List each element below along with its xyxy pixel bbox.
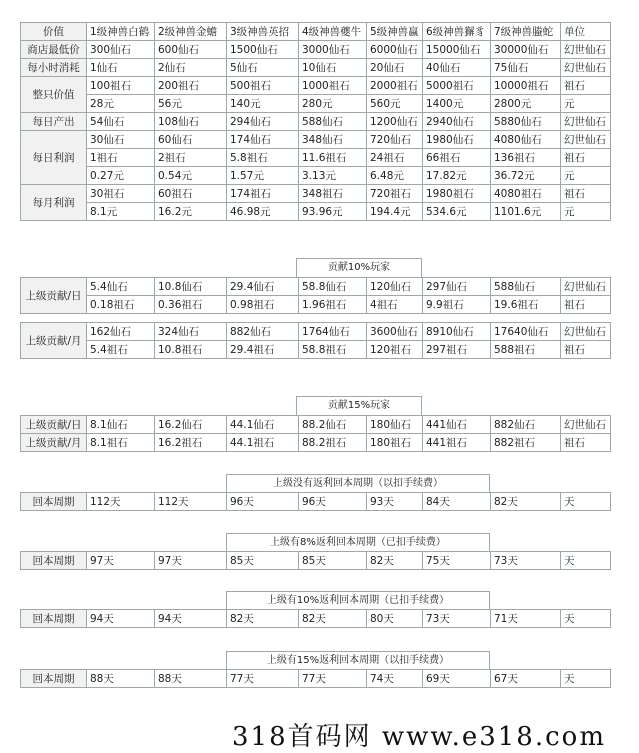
table-row <box>21 185 611 203</box>
table-row <box>21 670 611 688</box>
row-label: 上级贡献/月 <box>21 323 87 359</box>
table-cell: 28元 <box>87 95 155 113</box>
table-cell: 297祖石 <box>423 341 491 359</box>
table-cell: 30仙石 <box>87 131 155 149</box>
table-cell: 324仙石 <box>155 323 227 341</box>
table-cell: 58.8仙石 <box>299 278 367 296</box>
table-cell: 348祖石 <box>299 185 367 203</box>
table-cell: 112天 <box>155 493 227 511</box>
table-cell: 1400元 <box>423 95 491 113</box>
table-cell: 69天 <box>423 670 491 688</box>
column-header: 单位 <box>561 23 611 41</box>
table-row <box>21 552 611 570</box>
table-cell: 82天 <box>491 493 561 511</box>
row-label: 价值 <box>21 23 87 41</box>
table-cell: 16.2祖石 <box>155 434 227 452</box>
table-cell: 2祖石 <box>155 149 227 167</box>
table-cell: 882仙石 <box>491 416 561 434</box>
table-cell: 82天 <box>227 610 299 628</box>
table-row <box>21 131 611 149</box>
table-cell: 0.98祖石 <box>227 296 299 314</box>
table-cell: 93天 <box>367 493 423 511</box>
table-cell: 29.4仙石 <box>227 278 299 296</box>
table-cell: 500祖石 <box>227 77 299 95</box>
table-cell: 720祖石 <box>367 185 423 203</box>
table-cell: 96天 <box>299 493 367 511</box>
table-cell: 11.6祖石 <box>299 149 367 167</box>
table-cell: 112天 <box>87 493 155 511</box>
table-cell: 0.27元 <box>87 167 155 185</box>
table-cell: 5.4仙石 <box>87 278 155 296</box>
table-cell: 0.36祖石 <box>155 296 227 314</box>
table-cell: 96天 <box>227 493 299 511</box>
table-cell: 348仙石 <box>299 131 367 149</box>
table-cell: 588祖石 <box>491 341 561 359</box>
table-cell: 24祖石 <box>367 149 423 167</box>
table-row <box>21 278 611 296</box>
table-cell: 天 <box>561 610 611 628</box>
table-cell: 3.13元 <box>299 167 367 185</box>
table-cell: 3600仙石 <box>367 323 423 341</box>
table-cell: 280元 <box>299 95 367 113</box>
table-cell: 88天 <box>155 670 227 688</box>
table-cell: 19.6祖石 <box>491 296 561 314</box>
table-cell: 1仙石 <box>87 59 155 77</box>
header-row <box>21 23 611 41</box>
table-cell: 8.1元 <box>87 203 155 221</box>
table-row <box>21 416 611 434</box>
table-cell: 0.18祖石 <box>87 296 155 314</box>
column-header: 2级神兽金蟾 <box>155 23 227 41</box>
table-row <box>21 434 611 452</box>
table-cell: 30祖石 <box>87 185 155 203</box>
table-cell: 幻世仙石 <box>561 416 611 434</box>
table-cell: 2000祖石 <box>367 77 423 95</box>
table-cell: 祖石 <box>561 185 611 203</box>
table-cell: 80天 <box>367 610 423 628</box>
table-cell: 1764仙石 <box>299 323 367 341</box>
table-cell: 祖石 <box>561 341 611 359</box>
table-row <box>21 203 611 221</box>
table-cell: 82天 <box>299 610 367 628</box>
table-cell: 10000祖石 <box>491 77 561 95</box>
table-cell: 71天 <box>491 610 561 628</box>
table-cell: 1500仙石 <box>227 41 299 59</box>
table-cell: 祖石 <box>561 434 611 452</box>
table-cell: 534.6元 <box>423 203 491 221</box>
table-cell: 4080仙石 <box>491 131 561 149</box>
table-cell: 60仙石 <box>155 131 227 149</box>
table-cell: 882仙石 <box>227 323 299 341</box>
table-row <box>21 149 611 167</box>
column-header: 7级神兽螣蛇 <box>491 23 561 41</box>
table-cell: 194.4元 <box>367 203 423 221</box>
row-label: 上级贡献/日 <box>21 278 87 314</box>
table-cell: 882祖石 <box>491 434 561 452</box>
table-cell: 85天 <box>299 552 367 570</box>
table-cell: 46.98元 <box>227 203 299 221</box>
row-label: 商店最低价 <box>21 41 87 59</box>
table-cell: 180仙石 <box>367 416 423 434</box>
table-cell: 75天 <box>423 552 491 570</box>
table-cell: 17640仙石 <box>491 323 561 341</box>
table-cell: 588仙石 <box>299 113 367 131</box>
table-cell: 幻世仙石 <box>561 59 611 77</box>
section-title: 上级有10%返利回本周期（已扣手续费） <box>226 591 490 610</box>
table-cell: 5仙石 <box>227 59 299 77</box>
spacer-row <box>21 314 611 323</box>
row-label: 每小时消耗 <box>21 59 87 77</box>
table-cell: 73天 <box>491 552 561 570</box>
table-cell: 588仙石 <box>491 278 561 296</box>
table-cell: 29.4祖石 <box>227 341 299 359</box>
column-header: 3级神兽英招 <box>227 23 299 41</box>
table-row <box>21 95 611 113</box>
table-cell: 8910仙石 <box>423 323 491 341</box>
footer-watermark: 318首码网 www.e318.com <box>232 722 606 752</box>
table-cell: 77天 <box>299 670 367 688</box>
table-cell: 75仙石 <box>491 59 561 77</box>
table-row <box>21 167 611 185</box>
table-cell: 8.1祖石 <box>87 434 155 452</box>
section-title: 贡献10%玩家 <box>296 258 422 277</box>
table-cell: 30000仙石 <box>491 41 561 59</box>
contribution-10-table <box>20 277 611 359</box>
table-cell: 136祖石 <box>491 149 561 167</box>
table-cell: 5.4祖石 <box>87 341 155 359</box>
table-cell: 4祖石 <box>367 296 423 314</box>
table-cell: 16.2元 <box>155 203 227 221</box>
table-cell: 36.72元 <box>491 167 561 185</box>
section-title: 贡献15%玩家 <box>296 396 422 415</box>
table-cell: 140元 <box>227 95 299 113</box>
row-label: 回本周期 <box>21 552 87 570</box>
table-cell: 8.1仙石 <box>87 416 155 434</box>
table-cell: 1200仙石 <box>367 113 423 131</box>
table-cell: 天 <box>561 552 611 570</box>
column-header: 6级神兽獬豸 <box>423 23 491 41</box>
table-cell: 120祖石 <box>367 341 423 359</box>
section-title: 上级有15%返利回本周期（以扣手续费） <box>226 651 490 670</box>
table-row <box>21 296 611 314</box>
table-row <box>21 341 611 359</box>
table-cell: 5880仙石 <box>491 113 561 131</box>
table-cell: 1.57元 <box>227 167 299 185</box>
table-cell: 5.8祖石 <box>227 149 299 167</box>
table-row <box>21 610 611 628</box>
table-cell: 4080祖石 <box>491 185 561 203</box>
row-label: 整只价值 <box>21 77 87 113</box>
table-cell: 97天 <box>155 552 227 570</box>
table-cell: 84天 <box>423 493 491 511</box>
table-cell: 88天 <box>87 670 155 688</box>
row-label: 上级贡献/月 <box>21 434 87 452</box>
table-cell: 6.48元 <box>367 167 423 185</box>
table-cell: 82天 <box>367 552 423 570</box>
table-cell: 560元 <box>367 95 423 113</box>
table-cell: 97天 <box>87 552 155 570</box>
column-header: 4级神兽夔牛 <box>299 23 367 41</box>
payback-table-2 <box>20 551 611 570</box>
table-cell: 54仙石 <box>87 113 155 131</box>
table-cell: 120仙石 <box>367 278 423 296</box>
table-cell: 幻世仙石 <box>561 41 611 59</box>
row-label: 回本周期 <box>21 610 87 628</box>
payback-table-1 <box>20 492 611 511</box>
table-cell: 1101.6元 <box>491 203 561 221</box>
table-cell: 441祖石 <box>423 434 491 452</box>
table-cell: 幻世仙石 <box>561 113 611 131</box>
table-cell: 66祖石 <box>423 149 491 167</box>
table-cell: 9.9祖石 <box>423 296 491 314</box>
table-cell: 2940仙石 <box>423 113 491 131</box>
row-label: 每日利润 <box>21 131 87 185</box>
table-cell: 94天 <box>155 610 227 628</box>
table-cell: 180祖石 <box>367 434 423 452</box>
row-label: 回本周期 <box>21 493 87 511</box>
row-label: 上级贡献/日 <box>21 416 87 434</box>
table-cell: 1980仙石 <box>423 131 491 149</box>
table-row <box>21 113 611 131</box>
table-cell: 5000祖石 <box>423 77 491 95</box>
table-cell: 幻世仙石 <box>561 278 611 296</box>
table-cell: 77天 <box>227 670 299 688</box>
table-cell: 0.54元 <box>155 167 227 185</box>
table-cell: 幻世仙石 <box>561 131 611 149</box>
table-cell: 300仙石 <box>87 41 155 59</box>
table-row <box>21 493 611 511</box>
table-cell: 174仙石 <box>227 131 299 149</box>
table-cell: 100祖石 <box>87 77 155 95</box>
table-cell: 元 <box>561 167 611 185</box>
table-cell: 1980祖石 <box>423 185 491 203</box>
table-cell: 720仙石 <box>367 131 423 149</box>
table-cell: 60祖石 <box>155 185 227 203</box>
table-cell: 10仙石 <box>299 59 367 77</box>
table-cell: 17.82元 <box>423 167 491 185</box>
table-cell: 幻世仙石 <box>561 323 611 341</box>
table-cell: 441仙石 <box>423 416 491 434</box>
row-label: 回本周期 <box>21 670 87 688</box>
contribution-15-table <box>20 415 611 452</box>
table-row <box>21 77 611 95</box>
table-cell: 56元 <box>155 95 227 113</box>
table-cell: 1祖石 <box>87 149 155 167</box>
table-cell: 10.8仙石 <box>155 278 227 296</box>
column-header: 1级神兽白鹤 <box>87 23 155 41</box>
table-cell: 天 <box>561 493 611 511</box>
table-cell: 祖石 <box>561 149 611 167</box>
column-header: 5级神兽蠃 <box>367 23 423 41</box>
payback-table-4 <box>20 669 611 688</box>
table-cell: 94天 <box>87 610 155 628</box>
table-cell: 16.2仙石 <box>155 416 227 434</box>
table-cell: 58.8祖石 <box>299 341 367 359</box>
table-cell: 44.1仙石 <box>227 416 299 434</box>
table-cell: 20仙石 <box>367 59 423 77</box>
table-cell: 元 <box>561 203 611 221</box>
table-cell: 3000仙石 <box>299 41 367 59</box>
table-cell: 44.1祖石 <box>227 434 299 452</box>
table-cell: 85天 <box>227 552 299 570</box>
table-cell: 74天 <box>367 670 423 688</box>
table-cell: 93.96元 <box>299 203 367 221</box>
table-cell: 73天 <box>423 610 491 628</box>
table-cell: 40仙石 <box>423 59 491 77</box>
table-cell: 天 <box>561 670 611 688</box>
table-row <box>21 323 611 341</box>
table-cell: 元 <box>561 95 611 113</box>
table-cell: 88.2仙石 <box>299 416 367 434</box>
table-cell: 1000祖石 <box>299 77 367 95</box>
row-label: 每日产出 <box>21 113 87 131</box>
table-cell: 174祖石 <box>227 185 299 203</box>
main-value-table <box>20 22 611 221</box>
table-cell: 2仙石 <box>155 59 227 77</box>
table-cell: 67天 <box>491 670 561 688</box>
table-cell: 294仙石 <box>227 113 299 131</box>
table-row <box>21 41 611 59</box>
table-cell: 6000仙石 <box>367 41 423 59</box>
payback-table-3 <box>20 609 611 628</box>
table-cell: 297仙石 <box>423 278 491 296</box>
table-cell: 200祖石 <box>155 77 227 95</box>
section-title: 上级没有返利回本周期（以扣手续费） <box>226 474 490 493</box>
table-cell: 108仙石 <box>155 113 227 131</box>
table-cell: 600仙石 <box>155 41 227 59</box>
table-cell: 祖石 <box>561 296 611 314</box>
table-cell: 2800元 <box>491 95 561 113</box>
table-cell: 祖石 <box>561 77 611 95</box>
section-title: 上级有8%返利回本周期（已扣手续费） <box>226 533 490 552</box>
table-cell: 10.8祖石 <box>155 341 227 359</box>
table-cell: 1.96祖石 <box>299 296 367 314</box>
table-row <box>21 59 611 77</box>
table-cell: 15000仙石 <box>423 41 491 59</box>
table-cell: 88.2祖石 <box>299 434 367 452</box>
row-label: 每月利润 <box>21 185 87 221</box>
table-cell: 162仙石 <box>87 323 155 341</box>
